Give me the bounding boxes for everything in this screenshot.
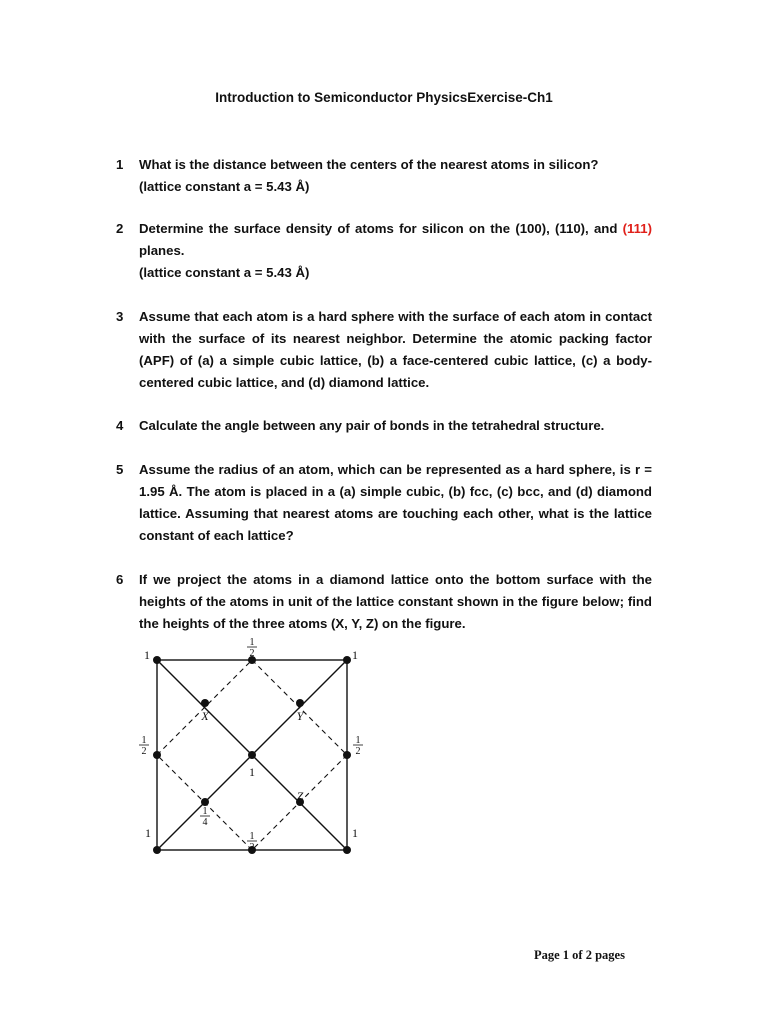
corner-label: 1 xyxy=(145,826,151,840)
question-text: If we project the atoms in a diamond lattice onto the bottom surface with the heights of the atoms in unit of the lattice constant shown in the figure below; find the heights of the three atoms (X, Y, Z) on the figure. xyxy=(139,572,652,631)
question-4 xyxy=(116,415,652,437)
fraction-numerator: 1 xyxy=(141,735,147,746)
question-3 xyxy=(116,306,652,394)
atom-dot xyxy=(153,846,161,854)
atom-dot xyxy=(153,751,161,759)
corner-label: 1 xyxy=(352,648,358,662)
question-1 xyxy=(116,154,652,198)
atom-dot xyxy=(343,656,351,664)
question-number: 2 xyxy=(116,221,124,236)
fraction-denominator: 4 xyxy=(202,817,208,828)
question-text: Assume the radius of an atom, which can be represented as a hard sphere, is r = 1.95 Å. The atom is placed in a (a) simple cubic, (b) fcc, (c) bcc, and (d) diamond lattice. Assuming that nearest atoms are touching each other, what is the lattice constant of each lattice? xyxy=(139,462,652,543)
atom-dot xyxy=(296,699,304,707)
fraction-denominator: 2 xyxy=(249,842,255,853)
atom-label-x: X xyxy=(201,709,209,723)
question-2 xyxy=(116,218,652,284)
atom-dot xyxy=(343,846,351,854)
question-number: 4 xyxy=(116,418,124,433)
fraction-denominator: 2 xyxy=(355,746,361,757)
atom-label-z: Z xyxy=(296,789,304,803)
atom-dot xyxy=(201,798,209,806)
fraction-denominator: 2 xyxy=(249,648,255,659)
fraction-numerator: 1 xyxy=(249,831,255,842)
question-5 xyxy=(116,459,652,547)
question-6 xyxy=(116,569,652,635)
fraction-denominator: 2 xyxy=(141,746,147,757)
question-text: (lattice constant a = 5.43 Å) xyxy=(139,179,310,194)
atom-dot xyxy=(343,751,351,759)
question-text: What is the distance between the centers of the nearest atoms in silicon? xyxy=(139,157,599,172)
question-number: 1 xyxy=(116,157,124,172)
center-label: 1 xyxy=(249,765,255,779)
question-text: (lattice constant a = 5.43 Å) xyxy=(139,265,310,280)
corner-label: 1 xyxy=(352,826,358,840)
corner-label: 1 xyxy=(144,648,150,662)
page-footer: Page 1 of 2 pages xyxy=(534,948,625,962)
highlighted-plane: (111) xyxy=(622,221,652,236)
question-text: Assume that each atom is a hard sphere with the surface of each atom in contact with the surface of its nearest neighbor. Determine the atomic packing factor (APF) of (a) a simple cubic lattice, (b) a face-centered cubic lattice, (c) a body-centered cubic lattice, and (d) diamond lattice. xyxy=(139,309,652,390)
atom-dot xyxy=(153,656,161,664)
fraction-numerator: 1 xyxy=(355,735,361,746)
question-text: Determine the surface density of atoms for silicon on the (100), (110), and (111) planes. xyxy=(139,221,652,258)
fraction-numerator: 1 xyxy=(249,637,255,648)
atom-dot xyxy=(248,751,256,759)
diamond-lattice-figure xyxy=(130,632,370,857)
question-number: 6 xyxy=(116,572,124,587)
atom-label-y: Y xyxy=(296,709,304,723)
question-number: 5 xyxy=(116,462,124,477)
question-text: Calculate the angle between any pair of bonds in the tetrahedral structure. xyxy=(139,418,605,433)
atom-dot xyxy=(201,699,209,707)
fraction-numerator: 1 xyxy=(202,806,208,817)
question-number: 3 xyxy=(116,309,124,324)
page-title: Introduction to Semiconductor PhysicsExercise-Ch1 xyxy=(215,90,553,105)
